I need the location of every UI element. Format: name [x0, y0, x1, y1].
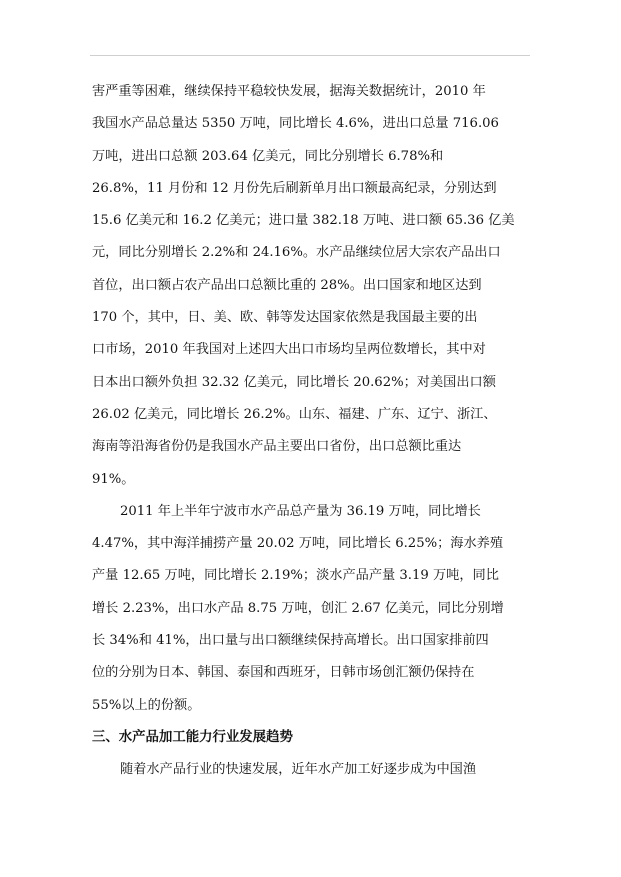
- section-heading: 三、水产品加工能力行业发展趋势: [92, 729, 293, 745]
- text-line: 产量 12.65 万吨，同比增长 2.19%；淡水产品产量 3.19 万吨，同比: [92, 568, 499, 584]
- text-line: 我国水产品总量达 5350 万吨，同比增长 4.6%，进出口总量 716.06: [92, 116, 499, 132]
- text-line: 口市场，2010 年我国对上述四大出口市场均呈两位数增长，其中对: [92, 342, 486, 358]
- body-text: [92, 80, 532, 791]
- text-line: 元，同比分别增长 2.2%和 24.16%。水产品继续位居大宗农产品出口: [92, 245, 501, 261]
- text-line: 害严重等困难，继续保持平稳较快发展，据海关数据统计，2010 年: [92, 84, 486, 99]
- text-line: 15.6 亿美元和 16.2 亿美元；进口量 382.18 万吨、进口额 65.36 亿美: [92, 213, 515, 229]
- text-line: 首位，出口额占农产品出口总额比重的 28%。出口国家和地区达到: [92, 277, 482, 293]
- text-line: 26.02 亿美元，同比增长 26.2%。山东、福建、广东、辽宁、浙江、: [92, 406, 497, 422]
- paragraph-start-line: 2011 年上半年宁波市水产品总产量为 36.19 万吨，同比增长: [120, 503, 481, 519]
- paragraph-start-line: 随着水产品行业的快速发展，近年水产加工好逐步成为中国渔: [120, 762, 477, 778]
- text-line: 55%以上的份额。: [92, 697, 201, 713]
- text-line: 170 个，其中，日、美、欧、韩等发达国家依然是我国最主要的出: [92, 310, 478, 326]
- text-line: 位的分别为日本、韩国、泰国和西班牙，日韩市场创汇额仍保持在: [92, 665, 475, 681]
- text-line: 海南等沿海省份仍是我国水产品主要出口省份，出口总额比重达: [92, 439, 462, 455]
- text-line: 91%。: [92, 471, 135, 487]
- text-line: 万吨，进出口总额 203.64 亿美元，同比分别增长 6.78%和: [92, 148, 444, 164]
- text-line: 26.8%，11 月份和 12 月份先后刷新单月出口额最高纪录，分别达到: [92, 180, 497, 196]
- text-line: 增长 2.23%，出口水产品 8.75 万吨，创汇 2.67 亿美元，同比分别增: [92, 600, 504, 616]
- text-line: 日本出口额外负担 32.32 亿美元，同比增长 20.62%；对美国出口额: [92, 374, 496, 390]
- text-line: 4.47%，其中海洋捕捞产量 20.02 万吨，同比增长 6.25%；海水养殖: [92, 536, 504, 552]
- header-rule: [90, 55, 530, 56]
- text-line: 长 34%和 41%，出口量与出口额继续保持高增长。出口国家排前四: [92, 633, 489, 649]
